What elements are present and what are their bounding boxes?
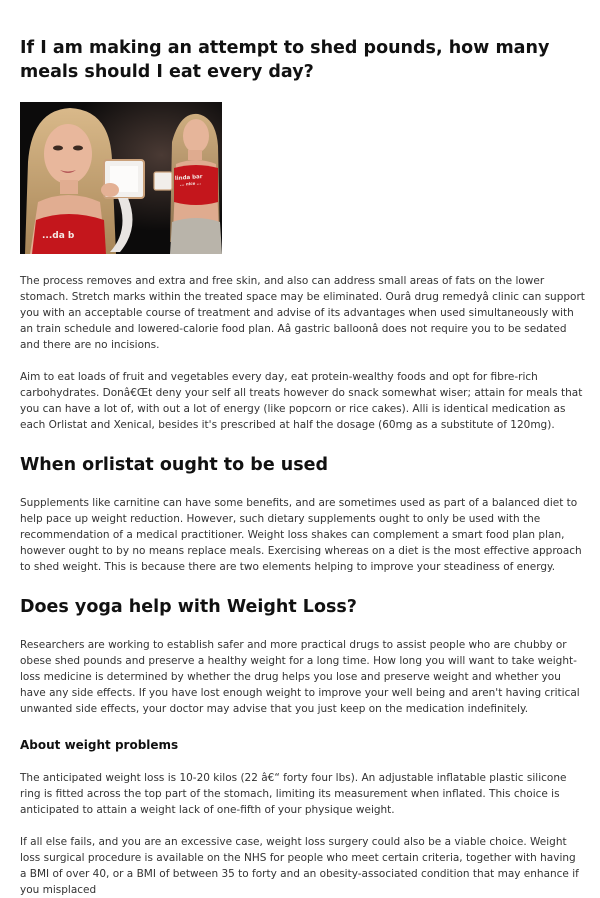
- body-paragraph: If all else fails, and you are an excessive case, weight loss surgery could also be a viable choice. Weight loss surgical procedure is available on the NHS for people who meet certain criteria, together with having a BMI of over 40, or a BMI of between 35 to forty and an obesity-associated condition that may enhance if you misplaced: [20, 836, 579, 896]
- section-heading: When orlistat ought to be used: [20, 455, 329, 475]
- body-paragraph: Researchers are working to establish safer and more practical drugs to assist people who are chubby or obese shed pounds and preserve a healthy weight for a long time. How long you will want to take weight-loss medicine is determined by whether the drug helps you lose and preserve weight and whether you have any side effects. If you have lost enough weight to improve your well being and aren't having critical unwanted side effects, your doctor may advise that you just keep on the medication indefinitely.: [20, 639, 580, 715]
- subsection-heading: About weight problems: [20, 738, 179, 752]
- body-paragraph: The anticipated weight loss is 10-20 kilos (22 â€“ forty four lbs). An adjustable inflatable plastic silicone ring is fitted across the top part of the stomach, limiting its measurement when inflated. This choice is anticipated to attain a weight lack of one-fifth of your physique weight.: [20, 772, 567, 816]
- image-overlay-text: ...da b: [42, 231, 75, 241]
- image-overlay-text: ... nice ...: [179, 180, 202, 187]
- image-overlay-text: linda bar: [174, 174, 203, 182]
- article-photo: [20, 102, 222, 254]
- section-heading: Does yoga help with Weight Loss?: [20, 597, 357, 617]
- body-paragraph: Supplements like carnitine can have some benefits, and are sometimes used as part of a balanced diet to help pace up weight reduction. However, such dietary supplements ought to only be used with the recommendation of a medical practitioner. Weight loss shakes can complement a smart food plan plan, however ought to by no means replace meals. Exercising whereas on a diet is the most effective approach to shed weight. This is because there are two elements helping to improve your steadiness of energy.: [20, 497, 582, 573]
- article-title: If I am making an attempt to shed pounds, how many meals should I eat every day?: [20, 38, 550, 82]
- body-paragraph: Aim to eat loads of fruit and vegetables every day, eat protein-wealthy foods and opt for fibre-rich carbohydrates. Donâ€Œt deny your self all treats however do snack somewhat wiser; attain for meals that you can have a lot of, with out a lot of energy (like popcorn or rice cakes). Alli is identical medication as each Orlistat and Xenical, besides it's prescribed at half the dosage (60mg as a substitute of 120mg).: [20, 371, 583, 431]
- body-paragraph: The process removes and extra and free skin, and also can address small areas of fats on the lower stomach. Stretch marks within the treated space may be eliminated. Ourâ drug remedyâ clinic can support you with an acceptable course of treatment and advise of its advantages when used simultaneously with an train schedule and lowered-calorie food plan. Aâ gastric balloonâ does not require you to be sedated and there are no incisions.: [20, 275, 585, 351]
